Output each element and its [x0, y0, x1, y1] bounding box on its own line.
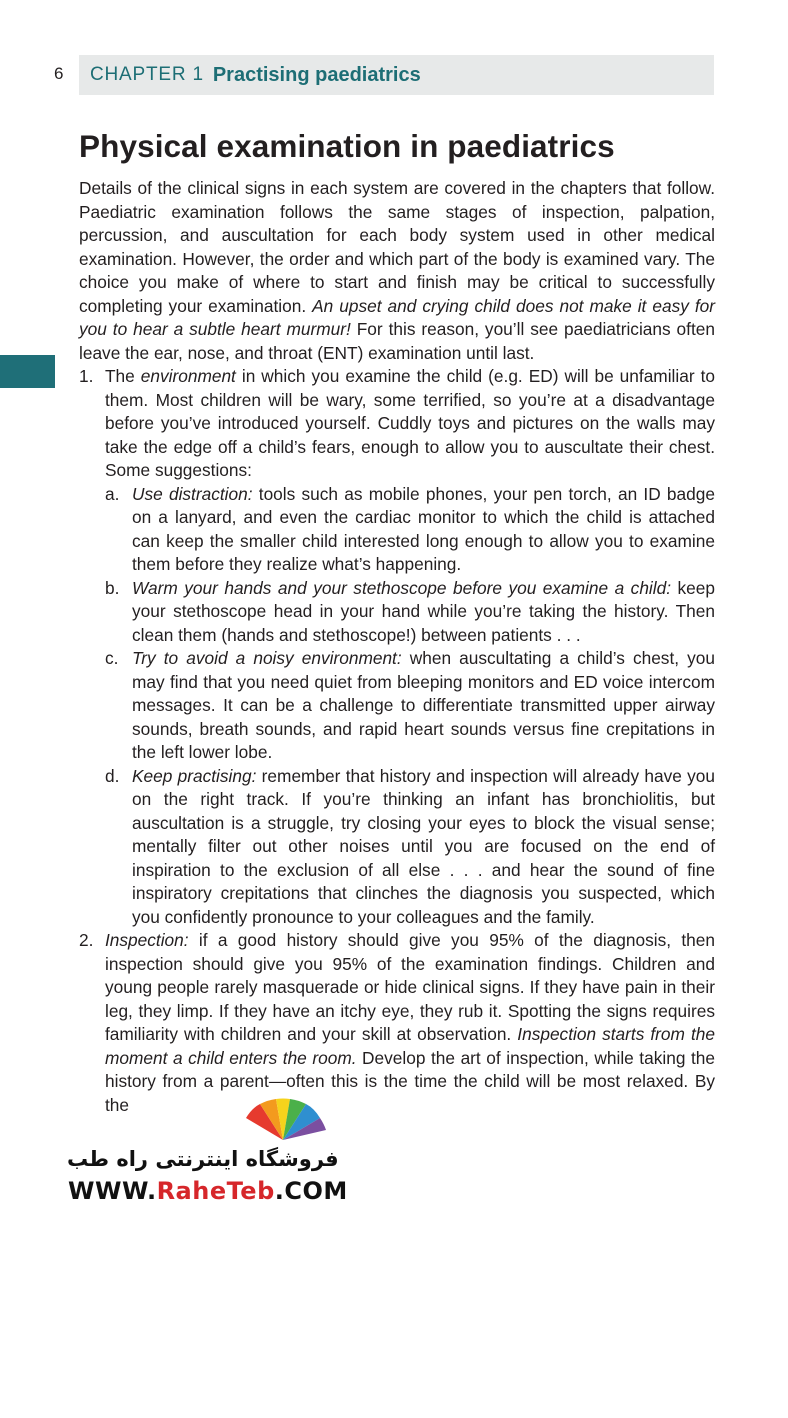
sub-list-text [132, 765, 715, 930]
sub-item-text: keep your stethoscope head in your hand while you’re taking the history. Then clean them (hands and stethoscope!) between patients . . . [132, 577, 715, 645]
list-marker: 1. [79, 366, 94, 386]
sub-list-text [132, 577, 715, 648]
sub-list-item [105, 483, 715, 577]
watermark-store-name: فروشگاه اینترنتی راه طب [67, 1147, 339, 1171]
sub-list-item [105, 577, 715, 648]
sub-item-italic: Try to avoid a noisy environment: [132, 648, 402, 668]
sub-list-marker: b. [105, 577, 120, 598]
watermark-url-suffix: .COM [274, 1177, 348, 1205]
page-number: 6 [54, 64, 64, 83]
watermark-url [68, 1177, 348, 1205]
sub-list-marker: d. [105, 765, 120, 786]
sub-item-italic: Warm your hands and your stethoscope before you examine a child: [132, 577, 672, 598]
chapter-title: Practising paediatrics [212, 63, 421, 86]
sub-list-item [105, 647, 715, 765]
intro-text-2: For this reason, you’ll see paediatricians often leave the ear, nose, and throat (ENT) examination until last. [79, 319, 715, 363]
sub-list-item [105, 765, 715, 930]
list-item [79, 365, 715, 929]
item-text-2: in which you examine the child (e.g. ED) will be unfamiliar to them. Most children will be wary, some terrified, so you’re at a disadvantage before you’ve introduced yourself. Cuddly toys and pictures on the walls may take the edge off a child’s fears, enough to allow you to auscultate their chest. Some suggestions: [105, 366, 715, 480]
rahe-teb-logo-icon [238, 1098, 328, 1142]
section-heading: Physical examination in paediatrics [79, 128, 615, 164]
sub-item-text: remember that history and inspection will already have you on the right track. If you’re thinking an infant has bronchiolitis, but auscultation is a struggle, try closing your eyes to block the visual sense; mentally filter out other noises until you are focused on the end of inspiration to the exclusion of all else . . . and hear the sound of fine inspiratory crepitations that clinches the diagnosis you suspected, which you confidently pronounce to your colleagues and the family. [132, 765, 715, 927]
list-item-text [105, 365, 715, 483]
watermark-url-prefix: WWW. [68, 1177, 157, 1205]
sub-list-text [132, 483, 715, 577]
watermark-url-accent: RaheTeb [156, 1177, 275, 1205]
chapter-header [79, 55, 714, 95]
list-item-text [105, 929, 715, 1117]
intro-paragraph [79, 177, 715, 365]
sub-item-italic: Use distraction: [132, 483, 253, 504]
item-text-2: Develop the art of inspection, while taking the history from a parent—often this is the time the child will be most relaxed. By the [105, 1047, 715, 1115]
body-text [79, 177, 715, 1117]
list-item-content [105, 365, 715, 929]
item-text-1: if a good history should give you 95% of the diagnosis, then inspection should give you 95% of the examination findings. Children and young people rarely masquerade or hide clinical signs. If they have pain in their leg, they limp. If they have an itchy eye, they rub it. Spotting the signs requires familiarity with children and your skill at observation. [105, 930, 715, 1044]
item-italic: Inspection: [105, 930, 189, 950]
item-italic-2: Inspection starts from the moment a child enters the room. [105, 1024, 715, 1068]
list-item [79, 929, 715, 1117]
intro-text-1: Details of the clinical signs in each system are covered in the chapters that follow. Paediatric examination follows the same stages of inspection, palpation, percussion, and auscultation for each body system used in other medical examination. However, the order and which part of the body is examined vary. The choice you make of where to start and finish may be critical to successfully completing your examination. [79, 178, 715, 316]
sub-item-text: when auscultating a child’s chest, you may find that you need quiet from bleeping monitors and ED voice intercom messages. It can be a challenge to differentiate transmitted upper airway sounds, breath sounds, and rapid heart sounds versus fine crepitations in the left lower lobe. [132, 648, 715, 762]
item-text-1: The [105, 366, 141, 386]
sub-item-italic: Keep practising: [132, 765, 257, 786]
sub-item-text: tools such as mobile phones, your pen torch, an ID badge on a lanyard, and even the cardiac monitor to which the child is attached can keep the smaller child interested long enough to allow you to examine them before they realize what’s happening. [132, 483, 715, 574]
list-marker: 2. [79, 930, 94, 950]
item-italic: environment [140, 366, 236, 386]
sub-list-text [132, 647, 715, 765]
intro-italic: An upset and crying child does not make it easy for you to hear a subtle heart murmur! [79, 295, 716, 339]
chapter-thumb-tab [0, 355, 55, 388]
sub-list-marker: a. [105, 483, 120, 504]
sub-list-marker: c. [105, 648, 119, 668]
chapter-label: CHAPTER 1 [90, 64, 204, 85]
